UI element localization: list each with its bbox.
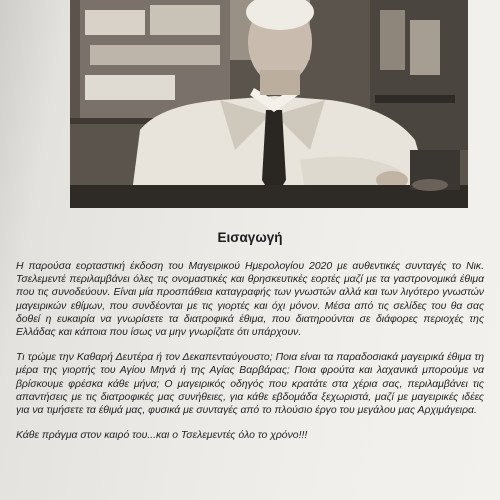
intro-paragraph-2: Τι τρώμε την Καθαρή Δευτέρα ή τον Δεκαπενταύγουστο; Ποια είναι τα παραδοσιακά μαγειρικά έθιμα τη μέρα της γιορτής του Αγίου Μηνά ή της Αγίας Βαρβάρας; Ποια φρούτα και λαχανικά μπορούμε να βρίσκουμε φρέσκα κάθε μήνα; Ο μαγειρικός οδηγός που κρατάτε στα χέρια σας, περιλαμβάνει τις απαντήσεις με τις διατροφικές μας συνήθειες, για κάθε εβδομάδα ξεχωριστά, μαζί με μαγειρικές ιδέες για να τιμήσετε τα έθιμά μας, φυσικά με συνταγές από το πλούσιο έργο του μεγάλου μας Αρχιμάγειρα.	[16, 352, 484, 417]
body-text	[16, 260, 484, 454]
closing-line: Κάθε πράγμα στον καιρό του...και ο Τσελεμεντές όλο το χρόνο!!!	[16, 430, 308, 442]
intro-paragraph-1: Η παρούσα εορταστική έκδοση του Μαγειρικού Ημερολογίου 2020 με αυθεντικές συνταγές το Νικ. Τσελεμεντέ περιλαμβάνει όλες τις ονομαστικές και θρησκευτικές εορτές μαζί με τα γαστρονομικά έθιμα που τις συνοδεύουν. Είναι μία προσπάθεια καταγραφής των γνωστών αλλά και των λιγότερο γνωστών μαγειρικών εθίμων, που συνδέονται με τις γιορτές και όχι μόνον. Μέσα από τις σελίδες του θα σας δοθεί η ευκαιρία να γνωρίσετε τα διατροφικά έθιμα, που διατηρούνται σε διάφορες περιοχές της Ελλάδας και κάποια που ίσως να μην γνωρίζατε ότι υπάρχουν.	[16, 261, 484, 339]
page-title: Εισαγωγή	[217, 230, 283, 245]
portrait-photo	[70, 0, 468, 208]
